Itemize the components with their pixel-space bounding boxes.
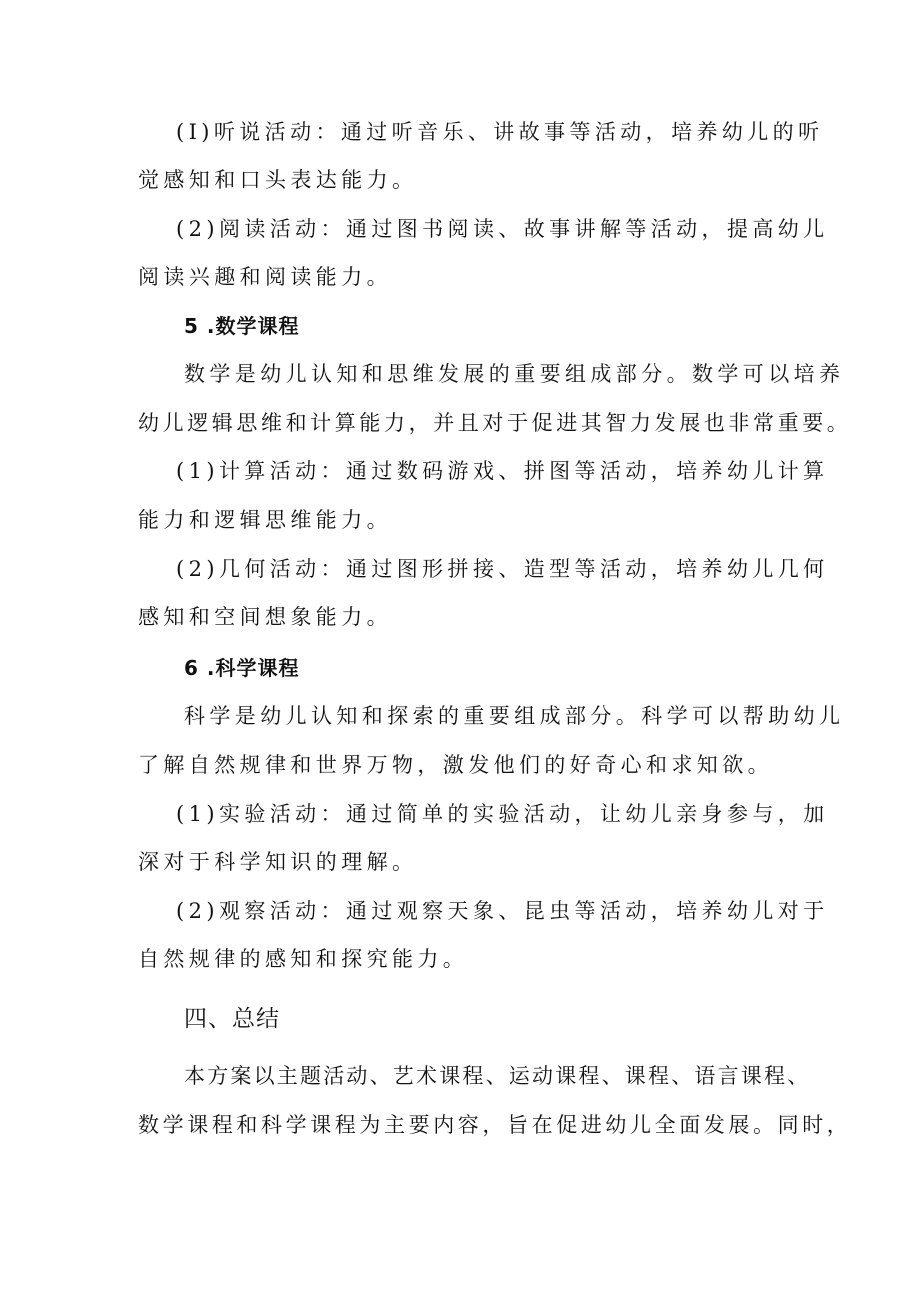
- paragraph-line: 本方案以主题活动、艺术课程、运动课程、课程、语言课程、: [184, 1064, 811, 1088]
- paragraph-line: 数学课程和科学课程为主要内容，旨在促进幼儿全面发展。同时，: [138, 1113, 852, 1137]
- paragraph-line: 觉感知和口头表达能力。: [138, 168, 418, 192]
- paragraph-line: (2)阅读活动：通过图书阅读、故事讲解等活动，提高幼儿: [176, 217, 829, 241]
- paragraph-line: 自然规律的感知和探究能力。: [138, 947, 469, 971]
- paragraph-line: 深对于科学知识的理解。: [138, 850, 418, 874]
- paragraph-line: 阅读兴趣和阅读能力。: [138, 265, 392, 289]
- paragraph-line: 数学是幼儿认知和思维发展的重要组成部分。数学可以培养: [184, 362, 845, 386]
- paragraph-line: 了解自然规律和世界万物，激发他们的好奇心和求知欲。: [138, 753, 773, 777]
- paragraph-line: (1)计算活动：通过数码游戏、拼图等活动，培养幼儿计算: [176, 459, 829, 483]
- section-heading-summary: 四、总结: [184, 1006, 280, 1032]
- paragraph-line: 科学是幼儿认知和探索的重要组成部分。科学可以帮助幼儿: [184, 704, 845, 728]
- paragraph-line: (2)几何活动：通过图形拼接、造型等活动，培养幼儿几何: [176, 557, 829, 581]
- paragraph-line: 能力和逻辑思维能力。: [138, 508, 392, 532]
- paragraph-line: 幼儿逻辑思维和计算能力，并且对于促进其智力发展也非常重要。: [138, 411, 852, 435]
- paragraph-line: (1)实验活动：通过简单的实验活动，让幼儿亲身参与，加: [176, 802, 829, 826]
- paragraph-line: 感知和空间想象能力。: [138, 605, 392, 629]
- paragraph-line: (2)观察活动：通过观察天象、昆虫等活动，培养幼儿对于: [176, 899, 829, 923]
- section-heading-science: 6 .科学课程: [184, 656, 300, 680]
- paragraph-line: (I)听说活动：通过听音乐、讲故事等活动，培养幼儿的听: [176, 120, 824, 144]
- section-heading-math: 5 .数学课程: [184, 314, 300, 338]
